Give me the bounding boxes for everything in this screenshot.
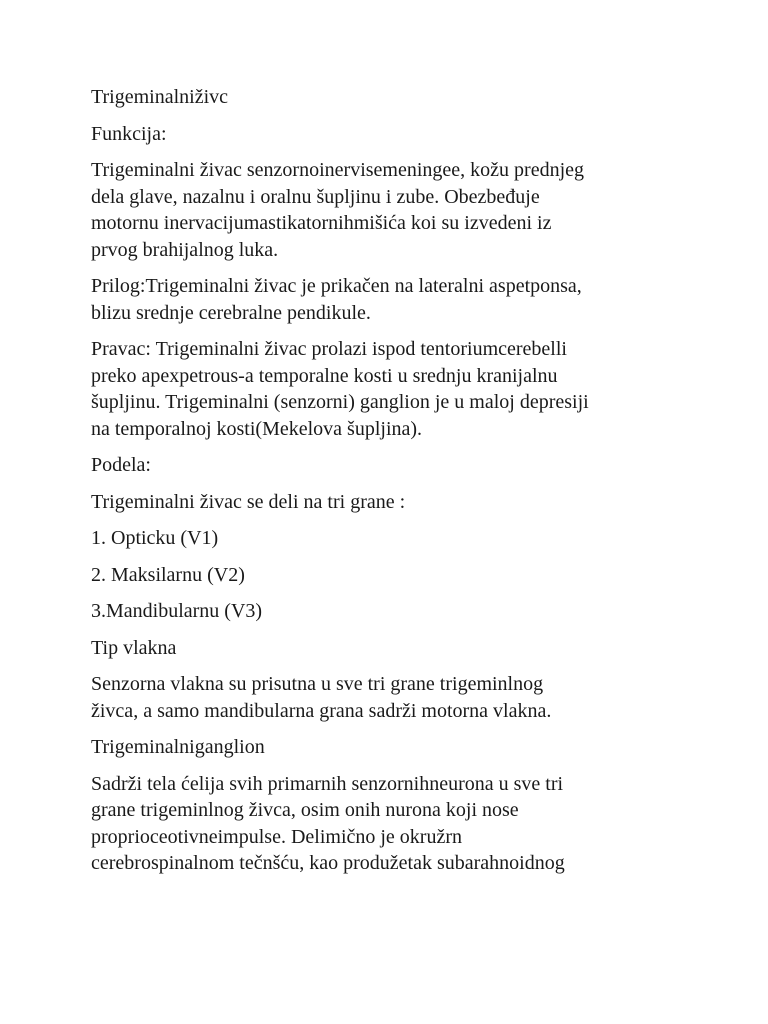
text-line: cerebrospinalnom tečnšću, kao produžetak subarahnoidnog (91, 852, 565, 874)
paragraph (91, 734, 681, 761)
text-line: Trigeminalniganglion (91, 736, 265, 758)
paragraph (91, 121, 681, 148)
paragraph (91, 525, 681, 552)
paragraph (91, 671, 681, 724)
paragraph (91, 489, 681, 516)
paragraph (91, 771, 681, 877)
text-line: Funkcija: (91, 122, 167, 145)
document-body (91, 84, 681, 887)
text-line: preko apexpetrous-a temporalne kosti u srednju kranijalnu (91, 364, 558, 387)
text-line: grane trigeminlnog živca, osim onih nurona koji nose (91, 799, 519, 821)
text-line: na temporalnoj kosti(Mekelova šupljina). (91, 417, 423, 440)
paragraph (91, 336, 681, 442)
text-line: Trigeminalniživc (91, 86, 229, 108)
paragraph (91, 273, 681, 326)
text-line: Trigeminalni živac se deli na tri grane : (91, 490, 406, 513)
text-line: 1. Opticku (V1) (91, 527, 219, 549)
text-line: Pravac: Trigeminalni živac prolazi ispod tentoriumcerebelli (91, 338, 567, 360)
text-line: Prilog:Trigeminalni živac je prikačen na lateralni aspetponsa, (91, 275, 582, 297)
text-line: proprioceotivneimpulse. Delimično je okružrn (91, 825, 463, 848)
text-line: motornu inervacijumastikatornihmišića koi su izvedeni iz (91, 212, 552, 234)
text-line: 3.Mandibularnu (V3) (91, 600, 263, 622)
text-line: Senzorna vlakna su prisutna u sve tri grane trigeminlnog (91, 673, 544, 695)
paragraph (91, 157, 681, 263)
text-line: Sadrži tela ćelija svih primarnih senzornihneurona u sve tri (91, 772, 564, 795)
text-line: živca, a samo mandibularna grana sadrži motorna vlakna. (91, 699, 552, 722)
text-line: šupljinu. Trigeminalni (senzorni) ganglion je u maloj depresiji (91, 391, 589, 413)
text-line: Podela: (91, 454, 151, 476)
text-line: dela glave, nazalnu i oralnu šupljinu i zube. Obezbeđuje (91, 185, 540, 208)
paragraph (91, 598, 681, 625)
text-line: 2. Maksilarnu (V2) (91, 563, 245, 586)
paragraph (91, 452, 681, 479)
text-line: blizu srednje cerebralne pendikule. (91, 301, 371, 324)
paragraph (91, 84, 681, 111)
paragraph (91, 562, 681, 589)
text-line: Trigeminalni živac senzornoinervisemeningee, kožu prednjeg (91, 159, 584, 181)
text-line: prvog brahijalnog luka. (91, 238, 279, 261)
paragraph (91, 635, 681, 662)
text-line: Tip vlakna (91, 636, 177, 659)
